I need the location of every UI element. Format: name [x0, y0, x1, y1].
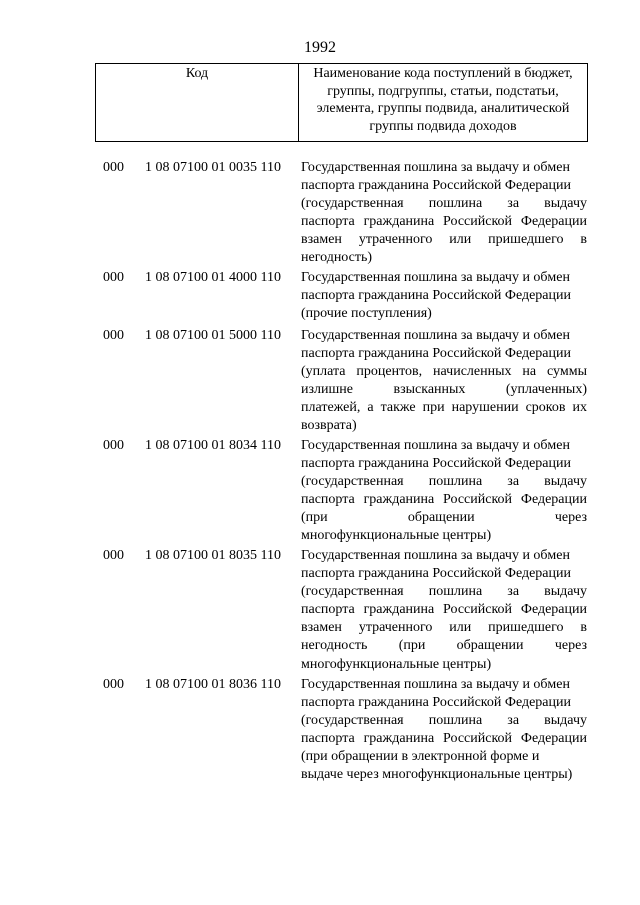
header-code-column: Код — [96, 64, 299, 141]
description-line: (государственная пошлина за выдачу — [301, 584, 587, 600]
description-line: паспорта гражданина Российской Федерации — [301, 214, 587, 230]
description-line: взамен утраченного или пришедшего в — [301, 232, 587, 248]
description-line: возврата) — [301, 418, 357, 434]
description-line: паспорта гражданина Российской Федерации — [301, 695, 571, 711]
description-line: (государственная пошлина за выдачу — [301, 474, 587, 490]
admin-code: 000 — [103, 328, 124, 343]
code-description — [301, 547, 587, 674]
description-line: паспорта гражданина Российской Федерации — [301, 288, 571, 304]
description-line: паспорта гражданина Российской Федерации — [301, 602, 587, 618]
code-description — [301, 437, 587, 546]
description-line: многофункциональные центры) — [301, 656, 492, 672]
description-line: паспорта гражданина Российской Федерации — [301, 492, 587, 508]
budget-classification-code: 1 08 07100 01 8034 110 — [145, 438, 281, 453]
description-line: (прочие поступления) — [301, 306, 432, 322]
description-line: платежей, а также при нарушении сроков их — [301, 400, 587, 416]
admin-code: 000 — [103, 548, 124, 563]
description-line: излишне взысканных (уплаченных) — [301, 382, 587, 398]
description-line: паспорта гражданина Российской Федерации — [301, 731, 587, 747]
code-description — [301, 327, 587, 436]
code-description — [301, 269, 587, 323]
description-line: негодность) — [301, 250, 373, 266]
header-name-column — [299, 64, 587, 142]
description-line: паспорта гражданина Российской Федерации — [301, 346, 571, 362]
description-line: (государственная пошлина за выдачу — [301, 713, 587, 729]
description-line: паспорта гражданина Российской Федерации — [301, 456, 571, 472]
admin-code: 000 — [103, 270, 124, 285]
budget-classification-code: 1 08 07100 01 0035 110 — [145, 160, 281, 175]
description-line: (при обращении в электронной форме и — [301, 749, 540, 765]
budget-classification-code: 1 08 07100 01 4000 110 — [145, 270, 281, 285]
code-description — [301, 159, 587, 268]
description-line: Государственная пошлина за выдачу и обмен — [301, 548, 570, 563]
budget-classification-code: 1 08 07100 01 5000 110 — [145, 328, 281, 343]
header-name-line: Наименование кода поступлений в бюджет, — [313, 66, 573, 81]
code-description — [301, 676, 587, 785]
header-name-line: элемента, группы подвида, аналитической — [316, 101, 570, 116]
description-line: негодность (при обращении через — [301, 638, 587, 654]
admin-code: 000 — [103, 438, 124, 453]
description-line: (при обращении через — [301, 510, 587, 526]
description-line: Государственная пошлина за выдачу и обмен — [301, 160, 570, 175]
description-line: Государственная пошлина за выдачу и обмен — [301, 677, 570, 692]
budget-classification-code: 1 08 07100 01 8036 110 — [145, 677, 281, 692]
header-name-line: группы, подгруппы, статьи, подстатьи, — [327, 83, 559, 99]
description-line: (уплата процентов, начисленных на суммы — [301, 364, 587, 380]
description-line: взамен утраченного или пришедшего в — [301, 620, 587, 636]
header-name-line: группы подвида доходов — [369, 118, 517, 134]
description-line: Государственная пошлина за выдачу и обмен — [301, 270, 570, 285]
description-line: (государственная пошлина за выдачу — [301, 196, 587, 212]
admin-code: 000 — [103, 160, 124, 175]
table-header — [95, 63, 588, 142]
budget-classification-code: 1 08 07100 01 8035 110 — [145, 548, 281, 563]
description-line: Государственная пошлина за выдачу и обмен — [301, 438, 570, 453]
description-line: выдаче через многофункциональные центры) — [301, 767, 573, 783]
description-line: паспорта гражданина Российской Федерации — [301, 566, 571, 582]
description-line: паспорта гражданина Российской Федерации — [301, 178, 571, 194]
page-number: 1992 — [304, 39, 336, 56]
admin-code: 000 — [103, 677, 124, 692]
description-line: Государственная пошлина за выдачу и обмен — [301, 328, 570, 343]
description-line: многофункциональные центры) — [301, 528, 492, 544]
